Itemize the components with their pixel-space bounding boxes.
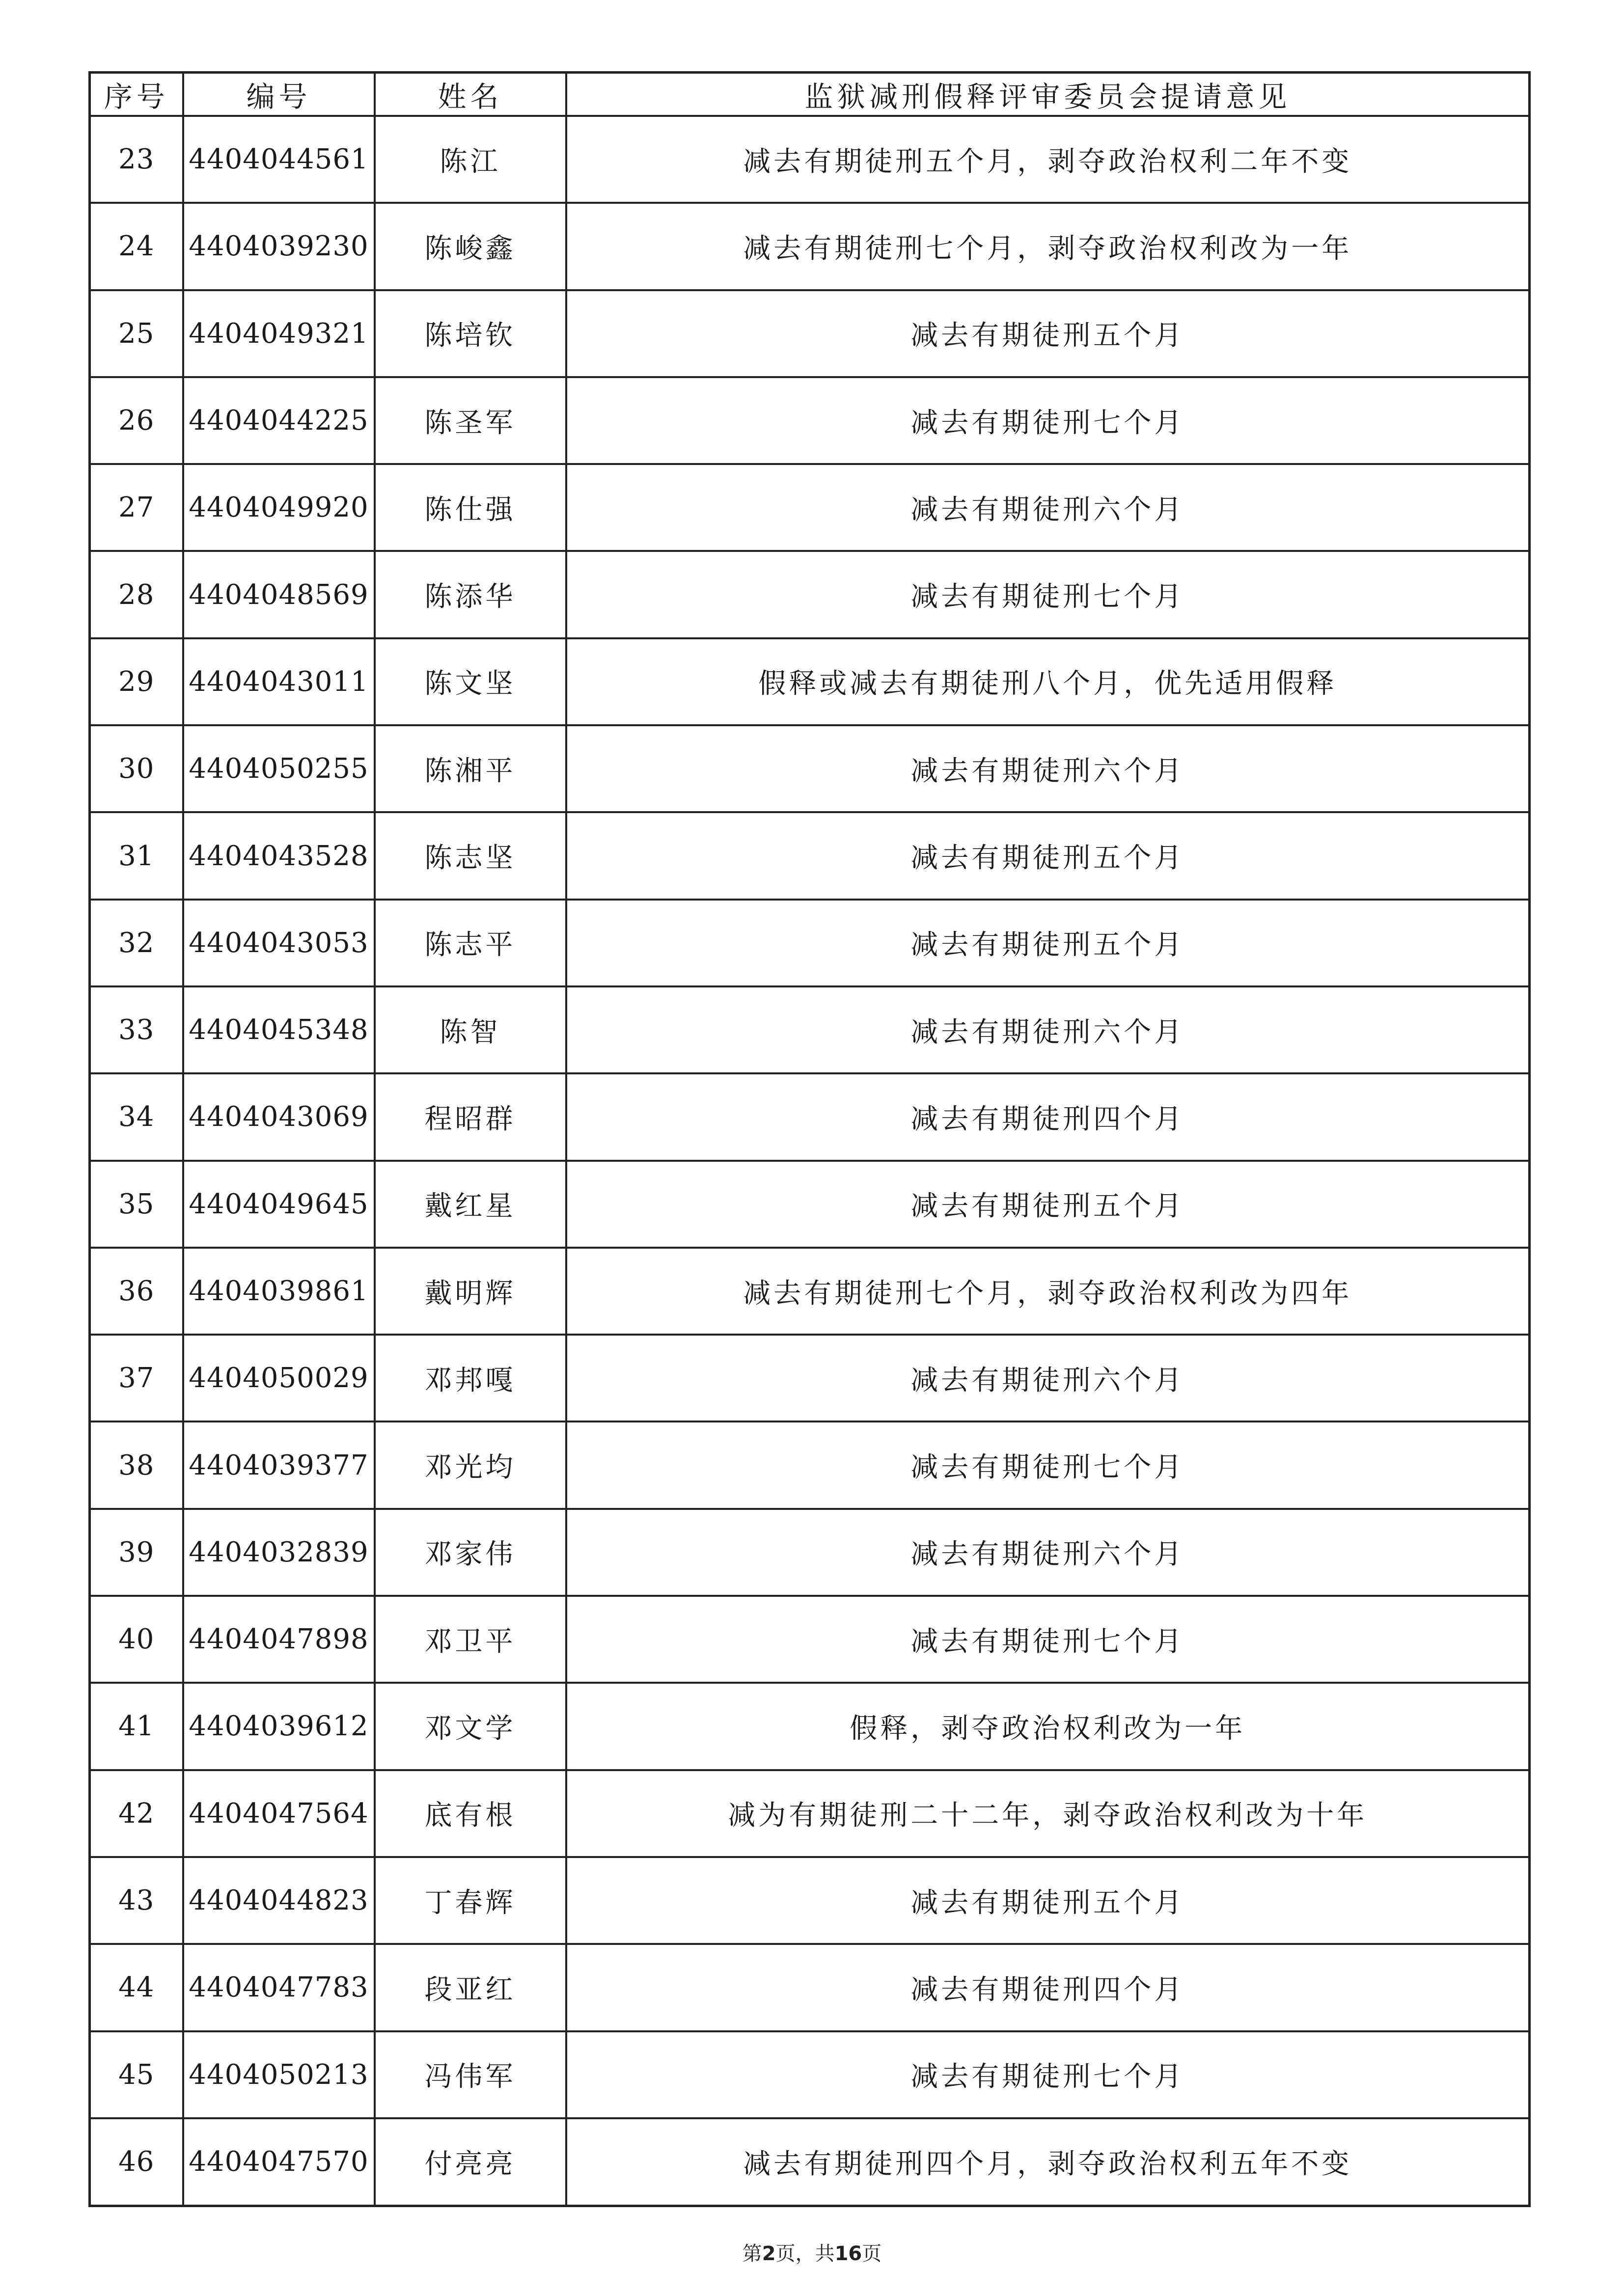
cell-index: 42 [90, 1770, 183, 1857]
table-row [90, 812, 1530, 899]
cell-code: 4404044561 [183, 116, 375, 203]
cell-index: 43 [90, 1857, 183, 1944]
cell-name: 段亚红 [375, 1944, 566, 2031]
cell-code: 4404043528 [183, 812, 375, 899]
table-row [90, 1335, 1530, 1421]
cell-index: 26 [90, 377, 183, 464]
cell-code: 4404043069 [183, 1073, 375, 1160]
cell-name: 陈峻鑫 [375, 203, 566, 290]
cell-name: 邓文学 [375, 1683, 566, 1770]
cell-name: 陈圣军 [375, 377, 566, 464]
cell-name: 丁春辉 [375, 1857, 566, 1944]
cell-opinion: 减去有期徒刑五个月 [566, 1161, 1530, 1248]
footer-total-pages: 16 [834, 2242, 862, 2265]
cell-index: 31 [90, 812, 183, 899]
table-row [90, 2031, 1530, 2118]
cell-code: 4404044225 [183, 377, 375, 464]
footer-prefix: 第 [742, 2242, 762, 2265]
cell-index: 27 [90, 464, 183, 551]
cell-name: 陈培钦 [375, 290, 566, 377]
cell-opinion: 减去有期徒刑四个月 [566, 1073, 1530, 1160]
cell-index: 46 [90, 2118, 183, 2206]
cell-name: 陈仕强 [375, 464, 566, 551]
table-row [90, 1161, 1530, 1248]
cell-index: 24 [90, 203, 183, 290]
table-row [90, 464, 1530, 551]
cell-opinion: 减去有期徒刑五个月 [566, 290, 1530, 377]
cell-name: 戴红星 [375, 1161, 566, 1248]
table-row [90, 1596, 1530, 1683]
cell-index: 36 [90, 1248, 183, 1335]
cell-code: 4404050213 [183, 2031, 375, 2118]
table-row [90, 638, 1530, 725]
cell-index: 44 [90, 1944, 183, 2031]
cell-name: 邓邦嘎 [375, 1335, 566, 1421]
cell-code: 4404039861 [183, 1248, 375, 1335]
table-row [90, 725, 1530, 812]
cell-name: 陈智 [375, 986, 566, 1073]
cell-opinion: 减去有期徒刑五个月 [566, 900, 1530, 986]
page-footer [0, 2238, 1624, 2266]
footer-page-number: 2 [762, 2242, 776, 2265]
table-row [90, 116, 1530, 203]
cell-opinion: 减去有期徒刑七个月，剥夺政治权利改为四年 [566, 1248, 1530, 1335]
cell-index: 29 [90, 638, 183, 725]
cell-name: 付亮亮 [375, 2118, 566, 2206]
cell-index: 38 [90, 1421, 183, 1508]
cell-code: 4404050029 [183, 1335, 375, 1421]
cell-opinion: 减去有期徒刑六个月 [566, 464, 1530, 551]
cell-opinion: 减去有期徒刑七个月，剥夺政治权利改为一年 [566, 203, 1530, 290]
cell-code: 4404048569 [183, 551, 375, 638]
cell-code: 4404047570 [183, 2118, 375, 2206]
cell-opinion: 减去有期徒刑六个月 [566, 986, 1530, 1073]
cell-opinion: 减去有期徒刑五个月 [566, 1857, 1530, 1944]
cell-opinion: 假释或减去有期徒刑八个月，优先适用假释 [566, 638, 1530, 725]
table-row [90, 1944, 1530, 2031]
cell-name: 陈文坚 [375, 638, 566, 725]
cell-index: 41 [90, 1683, 183, 1770]
cell-name: 底有根 [375, 1770, 566, 1857]
table-body [90, 116, 1530, 2206]
cell-opinion: 减去有期徒刑七个月 [566, 1421, 1530, 1508]
cell-code: 4404039230 [183, 203, 375, 290]
table-row [90, 1248, 1530, 1335]
table-row [90, 203, 1530, 290]
cell-code: 4404043053 [183, 900, 375, 986]
table-row [90, 1421, 1530, 1508]
header-index: 序号 [90, 73, 183, 116]
cell-name: 陈江 [375, 116, 566, 203]
table-row [90, 1073, 1530, 1160]
table-row [90, 2118, 1530, 2206]
cell-index: 33 [90, 986, 183, 1073]
cell-index: 35 [90, 1161, 183, 1248]
cell-index: 23 [90, 116, 183, 203]
cell-index: 34 [90, 1073, 183, 1160]
cell-opinion: 减去有期徒刑四个月，剥夺政治权利五年不变 [566, 2118, 1530, 2206]
cell-name: 邓卫平 [375, 1596, 566, 1683]
cell-index: 32 [90, 900, 183, 986]
cell-code: 4404043011 [183, 638, 375, 725]
cell-code: 4404049645 [183, 1161, 375, 1248]
cell-name: 邓家伟 [375, 1509, 566, 1596]
cell-code: 4404049920 [183, 464, 375, 551]
cell-index: 40 [90, 1596, 183, 1683]
header-code: 编号 [183, 73, 375, 116]
table-row [90, 1509, 1530, 1596]
cell-opinion: 减去有期徒刑六个月 [566, 1509, 1530, 1596]
table-header-row [90, 73, 1530, 116]
cell-opinion: 减去有期徒刑五个月，剥夺政治权利二年不变 [566, 116, 1530, 203]
cell-name: 陈添华 [375, 551, 566, 638]
cell-code: 4404039377 [183, 1421, 375, 1508]
commutation-table [88, 71, 1531, 2207]
header-opinion: 监狱减刑假释评审委员会提请意见 [566, 73, 1530, 116]
cell-code: 4404032839 [183, 1509, 375, 1596]
cell-name: 陈志坚 [375, 812, 566, 899]
cell-code: 4404047898 [183, 1596, 375, 1683]
document-page [88, 71, 1528, 2207]
cell-index: 25 [90, 290, 183, 377]
cell-opinion: 减去有期徒刑七个月 [566, 1596, 1530, 1683]
table-row [90, 290, 1530, 377]
cell-name: 冯伟军 [375, 2031, 566, 2118]
cell-name: 戴明辉 [375, 1248, 566, 1335]
cell-index: 37 [90, 1335, 183, 1421]
cell-opinion: 假释，剥夺政治权利改为一年 [566, 1683, 1530, 1770]
cell-opinion: 减去有期徒刑七个月 [566, 551, 1530, 638]
cell-opinion: 减为有期徒刑二十二年，剥夺政治权利改为十年 [566, 1770, 1530, 1857]
cell-code: 4404045348 [183, 986, 375, 1073]
cell-opinion: 减去有期徒刑六个月 [566, 725, 1530, 812]
cell-opinion: 减去有期徒刑六个月 [566, 1335, 1530, 1421]
cell-opinion: 减去有期徒刑五个月 [566, 812, 1530, 899]
table-row [90, 1770, 1530, 1857]
cell-opinion: 减去有期徒刑四个月 [566, 1944, 1530, 2031]
table-row [90, 900, 1530, 986]
cell-code: 4404049321 [183, 290, 375, 377]
cell-code: 4404047564 [183, 1770, 375, 1857]
cell-name: 陈湘平 [375, 725, 566, 812]
table-row [90, 1857, 1530, 1944]
cell-opinion: 减去有期徒刑七个月 [566, 2031, 1530, 2118]
cell-name: 陈志平 [375, 900, 566, 986]
cell-name: 程昭群 [375, 1073, 566, 1160]
table-row [90, 986, 1530, 1073]
table-row [90, 1683, 1530, 1770]
cell-index: 30 [90, 725, 183, 812]
cell-code: 4404050255 [183, 725, 375, 812]
table-row [90, 377, 1530, 464]
cell-index: 45 [90, 2031, 183, 2118]
cell-index: 28 [90, 551, 183, 638]
cell-opinion: 减去有期徒刑七个月 [566, 377, 1530, 464]
cell-name: 邓光均 [375, 1421, 566, 1508]
cell-code: 4404039612 [183, 1683, 375, 1770]
cell-index: 39 [90, 1509, 183, 1596]
footer-suffix: 页 [862, 2242, 882, 2265]
cell-code: 4404044823 [183, 1857, 375, 1944]
table-row [90, 551, 1530, 638]
header-name: 姓名 [375, 73, 566, 116]
footer-middle: 页，共 [775, 2242, 835, 2265]
cell-code: 4404047783 [183, 1944, 375, 2031]
